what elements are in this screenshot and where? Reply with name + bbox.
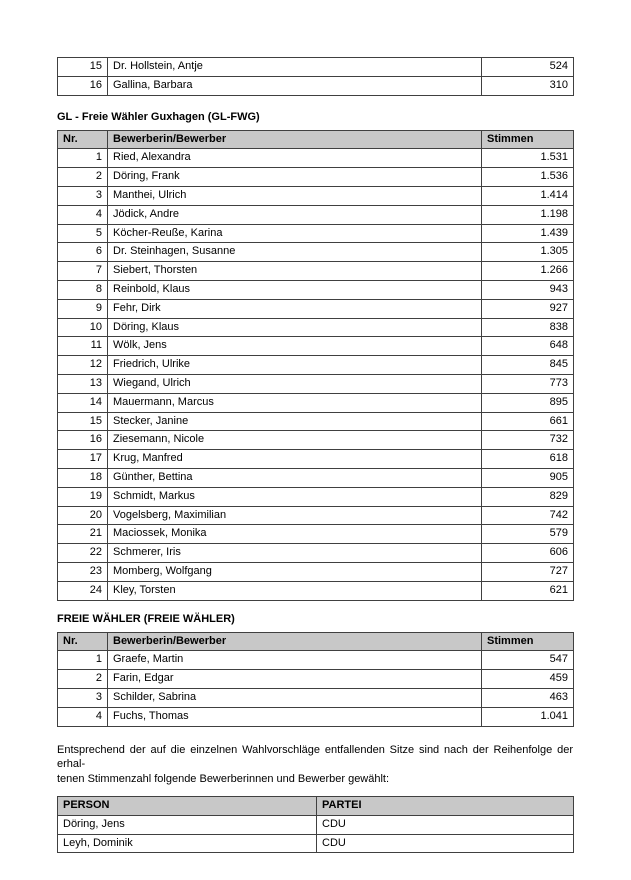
table-row <box>58 487 574 506</box>
nr-cell: 15 <box>58 58 108 77</box>
stimmen-cell: 1.041 <box>482 707 574 726</box>
name-cell: Stecker, Janine <box>108 412 482 431</box>
nr-cell: 21 <box>58 525 108 544</box>
stimmen-cell: 829 <box>482 487 574 506</box>
name-cell: Vogelsberg, Maximilian <box>108 506 482 525</box>
table-row <box>58 243 574 262</box>
name-cell: Farin, Edgar <box>108 670 482 689</box>
table-row <box>58 651 574 670</box>
name-cell: Günther, Bettina <box>108 468 482 487</box>
column-header-person: PERSON <box>58 797 317 816</box>
table-row <box>58 58 574 77</box>
table-row <box>58 834 574 853</box>
name-cell: Manthei, Ulrich <box>108 186 482 205</box>
nr-cell: 18 <box>58 468 108 487</box>
table-row <box>58 670 574 689</box>
name-cell: Graefe, Martin <box>108 651 482 670</box>
stimmen-cell: 732 <box>482 431 574 450</box>
nr-cell: 10 <box>58 318 108 337</box>
stimmen-cell: 905 <box>482 468 574 487</box>
table-row <box>58 318 574 337</box>
nr-cell: 7 <box>58 262 108 281</box>
table-row <box>58 374 574 393</box>
section-heading-freie-waehler: FREIE WÄHLER (FREIE WÄHLER) <box>57 612 235 625</box>
name-cell: Wiegand, Ulrich <box>108 374 482 393</box>
nr-cell: 13 <box>58 374 108 393</box>
nr-cell: 8 <box>58 280 108 299</box>
column-header-bewerber: Bewerberin/Bewerber <box>108 130 482 149</box>
table-row <box>58 186 574 205</box>
stimmen-cell: 1.414 <box>482 186 574 205</box>
table-row <box>58 468 574 487</box>
nr-cell: 1 <box>58 149 108 168</box>
name-cell: Döring, Klaus <box>108 318 482 337</box>
nr-cell: 19 <box>58 487 108 506</box>
name-cell: Reinbold, Klaus <box>108 280 482 299</box>
nr-cell: 24 <box>58 581 108 600</box>
stimmen-cell: 1.266 <box>482 262 574 281</box>
table-row <box>58 431 574 450</box>
stimmen-cell: 606 <box>482 544 574 563</box>
stimmen-cell: 927 <box>482 299 574 318</box>
nr-cell: 22 <box>58 544 108 563</box>
stimmen-cell: 1.305 <box>482 243 574 262</box>
paragraph-line: tenen Stimmenzahl folgende Bewerberinnen und Bewerber gewählt: <box>57 772 390 785</box>
stimmen-cell: 895 <box>482 393 574 412</box>
name-cell: Maciossek, Monika <box>108 525 482 544</box>
table-row <box>58 688 574 707</box>
column-header-stimmen: Stimmen <box>482 130 574 149</box>
continued-candidate-table <box>57 57 574 96</box>
nr-cell: 3 <box>58 688 108 707</box>
table-row <box>58 815 574 834</box>
nr-cell: 4 <box>58 205 108 224</box>
stimmen-cell: 661 <box>482 412 574 431</box>
stimmen-cell: 845 <box>482 356 574 375</box>
table-row <box>58 707 574 726</box>
name-cell: Schmidt, Markus <box>108 487 482 506</box>
nr-cell: 11 <box>58 337 108 356</box>
stimmen-cell: 838 <box>482 318 574 337</box>
nr-cell: 2 <box>58 168 108 187</box>
name-cell: Ried, Alexandra <box>108 149 482 168</box>
column-header-nr: Nr. <box>58 632 108 651</box>
nr-cell: 4 <box>58 707 108 726</box>
table-row <box>58 562 574 581</box>
table-row <box>58 168 574 187</box>
table-row <box>58 412 574 431</box>
table-row <box>58 337 574 356</box>
name-cell: Dr. Steinhagen, Susanne <box>108 243 482 262</box>
person-cell: Döring, Jens <box>58 815 317 834</box>
name-cell: Schmerer, Iris <box>108 544 482 563</box>
stimmen-cell: 943 <box>482 280 574 299</box>
table-row <box>58 506 574 525</box>
name-cell: Gallina, Barbara <box>108 76 482 95</box>
stimmen-cell: 459 <box>482 670 574 689</box>
table-row <box>58 205 574 224</box>
nr-cell: 9 <box>58 299 108 318</box>
name-cell: Momberg, Wolfgang <box>108 562 482 581</box>
stimmen-cell: 773 <box>482 374 574 393</box>
stimmen-cell: 1.439 <box>482 224 574 243</box>
person-cell: Leyh, Dominik <box>58 834 317 853</box>
stimmen-cell: 524 <box>482 58 574 77</box>
table-row <box>58 280 574 299</box>
table-row <box>58 356 574 375</box>
nr-cell: 23 <box>58 562 108 581</box>
section-heading-gl-fwg: GL - Freie Wähler Guxhagen (GL-FWG) <box>57 110 260 123</box>
freie-waehler-candidate-table <box>57 632 574 727</box>
table-row <box>58 450 574 469</box>
name-cell: Fuchs, Thomas <box>108 707 482 726</box>
stimmen-cell: 547 <box>482 651 574 670</box>
table-row <box>58 76 574 95</box>
name-cell: Wölk, Jens <box>108 337 482 356</box>
name-cell: Ziesemann, Nicole <box>108 431 482 450</box>
name-cell: Friedrich, Ulrike <box>108 356 482 375</box>
nr-cell: 16 <box>58 76 108 95</box>
stimmen-cell: 310 <box>482 76 574 95</box>
column-header-bewerber: Bewerberin/Bewerber <box>108 632 482 651</box>
table-row <box>58 224 574 243</box>
table-row <box>58 393 574 412</box>
name-cell: Dr. Hollstein, Antje <box>108 58 482 77</box>
elected-persons-table <box>57 796 574 853</box>
table-row <box>58 544 574 563</box>
name-cell: Siebert, Thorsten <box>108 262 482 281</box>
table-row <box>58 262 574 281</box>
partei-cell: CDU <box>317 834 574 853</box>
stimmen-cell: 1.531 <box>482 149 574 168</box>
stimmen-cell: 621 <box>482 581 574 600</box>
name-cell: Jödick, Andre <box>108 205 482 224</box>
elected-intro-paragraph <box>57 743 573 787</box>
table-row <box>58 525 574 544</box>
stimmen-cell: 579 <box>482 525 574 544</box>
nr-cell: 5 <box>58 224 108 243</box>
table-row <box>58 299 574 318</box>
table-header-row <box>58 632 574 651</box>
nr-cell: 20 <box>58 506 108 525</box>
name-cell: Kley, Torsten <box>108 581 482 600</box>
nr-cell: 15 <box>58 412 108 431</box>
stimmen-cell: 742 <box>482 506 574 525</box>
name-cell: Schilder, Sabrina <box>108 688 482 707</box>
column-header-stimmen: Stimmen <box>482 632 574 651</box>
nr-cell: 12 <box>58 356 108 375</box>
table-row <box>58 581 574 600</box>
gl-fwg-candidate-table <box>57 130 574 601</box>
page-content <box>57 0 573 853</box>
paragraph-line: Entsprechend der auf die einzelnen Wahlvorschläge entfallenden Sitze sind nach der Reihenfolge der erhal- <box>57 743 573 770</box>
partei-cell: CDU <box>317 815 574 834</box>
name-cell: Krug, Manfred <box>108 450 482 469</box>
nr-cell: 3 <box>58 186 108 205</box>
name-cell: Köcher-Reuße, Karina <box>108 224 482 243</box>
nr-cell: 14 <box>58 393 108 412</box>
stimmen-cell: 1.198 <box>482 205 574 224</box>
nr-cell: 6 <box>58 243 108 262</box>
table-header-row <box>58 130 574 149</box>
table-header-row <box>58 797 574 816</box>
stimmen-cell: 463 <box>482 688 574 707</box>
stimmen-cell: 618 <box>482 450 574 469</box>
nr-cell: 1 <box>58 651 108 670</box>
nr-cell: 16 <box>58 431 108 450</box>
name-cell: Döring, Frank <box>108 168 482 187</box>
stimmen-cell: 1.536 <box>482 168 574 187</box>
stimmen-cell: 727 <box>482 562 574 581</box>
name-cell: Mauermann, Marcus <box>108 393 482 412</box>
nr-cell: 2 <box>58 670 108 689</box>
stimmen-cell: 648 <box>482 337 574 356</box>
nr-cell: 17 <box>58 450 108 469</box>
column-header-nr: Nr. <box>58 130 108 149</box>
column-header-partei: PARTEI <box>317 797 574 816</box>
table-row <box>58 149 574 168</box>
name-cell: Fehr, Dirk <box>108 299 482 318</box>
